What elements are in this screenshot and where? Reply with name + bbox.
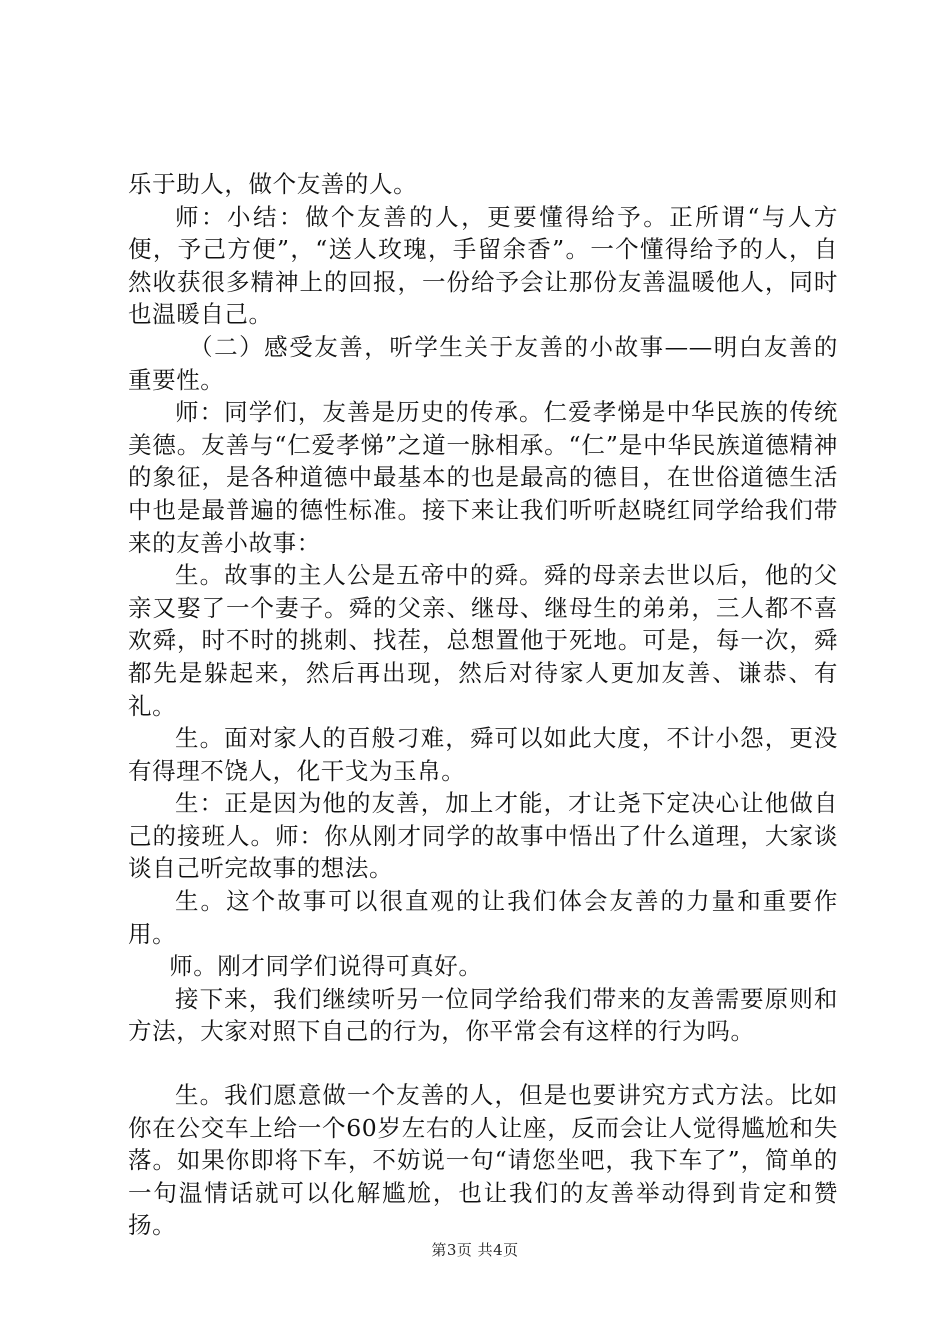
paragraph-8: 生。这个故事可以很直观的让我们体会友善的力量和重要作用。	[128, 887, 838, 948]
paragraph-5: 生。故事的主人公是五帝中的舜。舜的母亲去世以后，他的父亲又娶了一个妻子。舜的父亲、继母、继母生的弟弟，三人都不喜欢舜，时不时的挑刺、找茬，总想置他于死地。可是，每一次，舜都先是躲起来，然后再出现，然后对待家人更加友善、谦恭、有礼。	[128, 561, 838, 720]
paragraph-9: 师。刚才同学们说得可真好。	[169, 952, 483, 981]
paragraph-2: 师：小结：做个友善的人，更要懂得给予。正所谓“与人方便，予己方便”，“送人玫瑰，手留余香”。一个懂得给予的人，自然收获很多精神上的回报，一份给予会让那份友善温暖他人，同时也温暖自己。	[128, 202, 838, 329]
paragraph-10: 接下来，我们继续听另一位同学给我们带来的友善需要原则和方法，大家对照下自己的行为，你平常会有这样的行为吗。	[128, 984, 838, 1046]
paragraph-6: 生。面对家人的百般刁难，舜可以如此大度，不计小怨，更没有得理不饶人，化干戈为玉帛。	[128, 724, 838, 785]
paragraph-4: 师：同学们，友善是历史的传承。仁爱孝悌是中华民族的传统美德。友善与“仁爱孝悌”之道一脉相承。“仁”是中华民族道德精神的象征，是各种道德中最基本的也是最高的德目，在世俗道德生活中也是最普遍的德性标准。接下来让我们听听赵晓红同学给我们带来的友善小故事：	[128, 398, 838, 557]
paragraph-7: 生：正是因为他的友善，加上才能，才让尧下定决心让他做自己的接班人。师：你从刚才同学的故事中悟出了什么道理，大家谈谈自己听完故事的想法。	[128, 789, 838, 883]
paragraph-1: 乐于助人，做个友善的人。	[128, 170, 418, 198]
paragraph-11: 生。我们愿意做一个友善的人，但是也要讲究方式方法。比如你在公交车上给一个60岁左右的人让座，反而会让人觉得尴尬和失落。如果你即将下车，不妨说一句“请您坐吧，我下车了”，简单的一句温情话就可以化解尴尬，也让我们的友善举动得到肯定和赞扬。	[128, 1081, 838, 1240]
document-body	[128, 168, 838, 1242]
page-number-footer: 第3页 共4页	[431, 1241, 519, 1259]
paragraph-3: （二）感受友善，听学生关于友善的小故事——明白友善的重要性。	[128, 332, 838, 394]
paragraph-spacer	[128, 1048, 838, 1079]
